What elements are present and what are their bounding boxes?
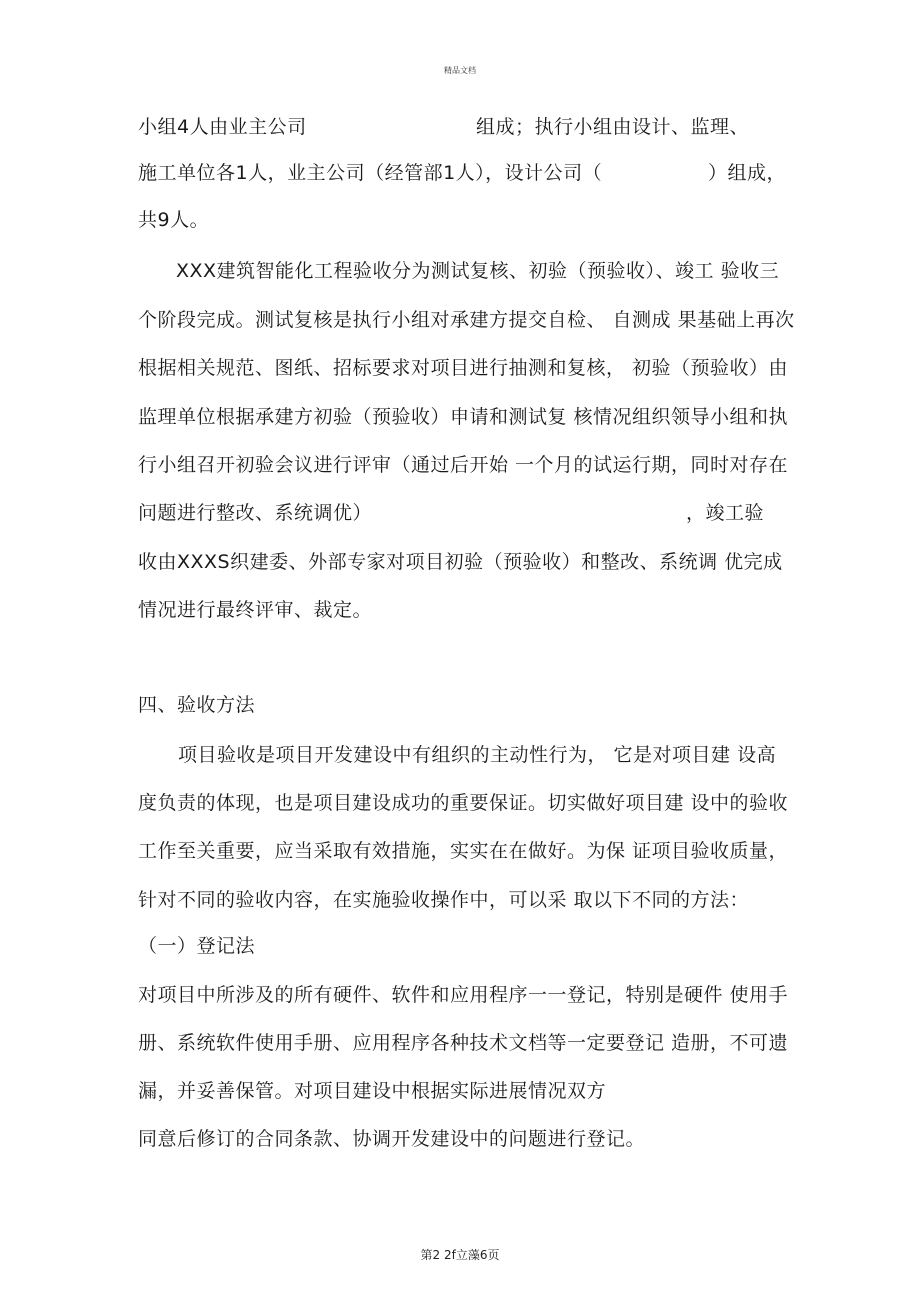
- paragraph-line: 组成；执行小组由设计、监理、: [476, 116, 750, 138]
- paragraph-line: 同意后修订的合同条款、协调开发建设中的问题进行登记。: [138, 1128, 646, 1150]
- paragraph-line: 情况进行最终评审、裁定。: [138, 599, 373, 621]
- paragraph-line: ，竣工验: [686, 502, 765, 524]
- paragraph-line: 个阶段完成。测试复核是执行小组对承建方提交自检、 自测成 果基础上再次: [138, 309, 795, 331]
- paragraph-line: 问题进行整改、系统调优）: [138, 502, 373, 524]
- paragraph-line: 工作至关重要，应当采取有效措施，实实在在做好。为保 证项目验收质量，: [138, 840, 789, 862]
- paragraph-line: 小组4人由业主公司: [138, 116, 307, 138]
- paragraph-line: 度负责的体现，也是项目建设成功的重要保证。切实做好项目建 设中的验收: [138, 792, 789, 814]
- paragraph-line: 对项目中所涉及的所有硬件、软件和应用程序一一登记，特别是硬件 使用手: [138, 984, 789, 1006]
- paragraph-line: 根据相关规范、图纸、招标要求对项目进行抽测和复核， 初验（预验收）由: [138, 357, 789, 379]
- paragraph-line: 漏，并妥善保管。对项目建设中根据实际进展情况双方: [138, 1080, 607, 1102]
- page-number-footer: 第2 2f立藻6页: [420, 1248, 500, 1262]
- paragraph-line: XXX建筑智能化工程验收分为测试复核、初验（预验收）、竣工 验收三: [176, 260, 780, 282]
- paragraph-line: 施工单位各1人，业主公司（经管部1人），设计公司（: [138, 162, 603, 184]
- paragraph-line: 册、系统软件使用手册、应用程序各种技术文档等一定要登记 造册，不可遗: [138, 1032, 789, 1054]
- paragraph-line: 行小组召开初验会议进行评审（通过后开始 一个月的试运行期，同时对存在: [138, 454, 789, 476]
- paragraph-line: 监理单位根据承建方初验（预验收）申请和测试复 核情况组织领导小组和执: [138, 406, 789, 428]
- subsection-heading: （一）登记法: [138, 935, 256, 957]
- page-header-mark: 精品文档: [444, 66, 476, 75]
- section-heading: 四、验收方法: [138, 694, 256, 716]
- paragraph-line: ）组成，: [708, 162, 787, 184]
- paragraph-line: 项目验收是项目开发建设中有组织的主动性行为， 它是对项目建 设高: [178, 744, 777, 766]
- paragraph-line: 针对不同的验收内容，在实施验收操作中，可以采 取以下不同的方法：: [138, 889, 750, 911]
- paragraph-line: 收由XXXS织建委、外部专家对项目初验（预验收）和整改、系统调 优完成: [138, 551, 783, 573]
- paragraph-line: 共9人。: [138, 209, 210, 231]
